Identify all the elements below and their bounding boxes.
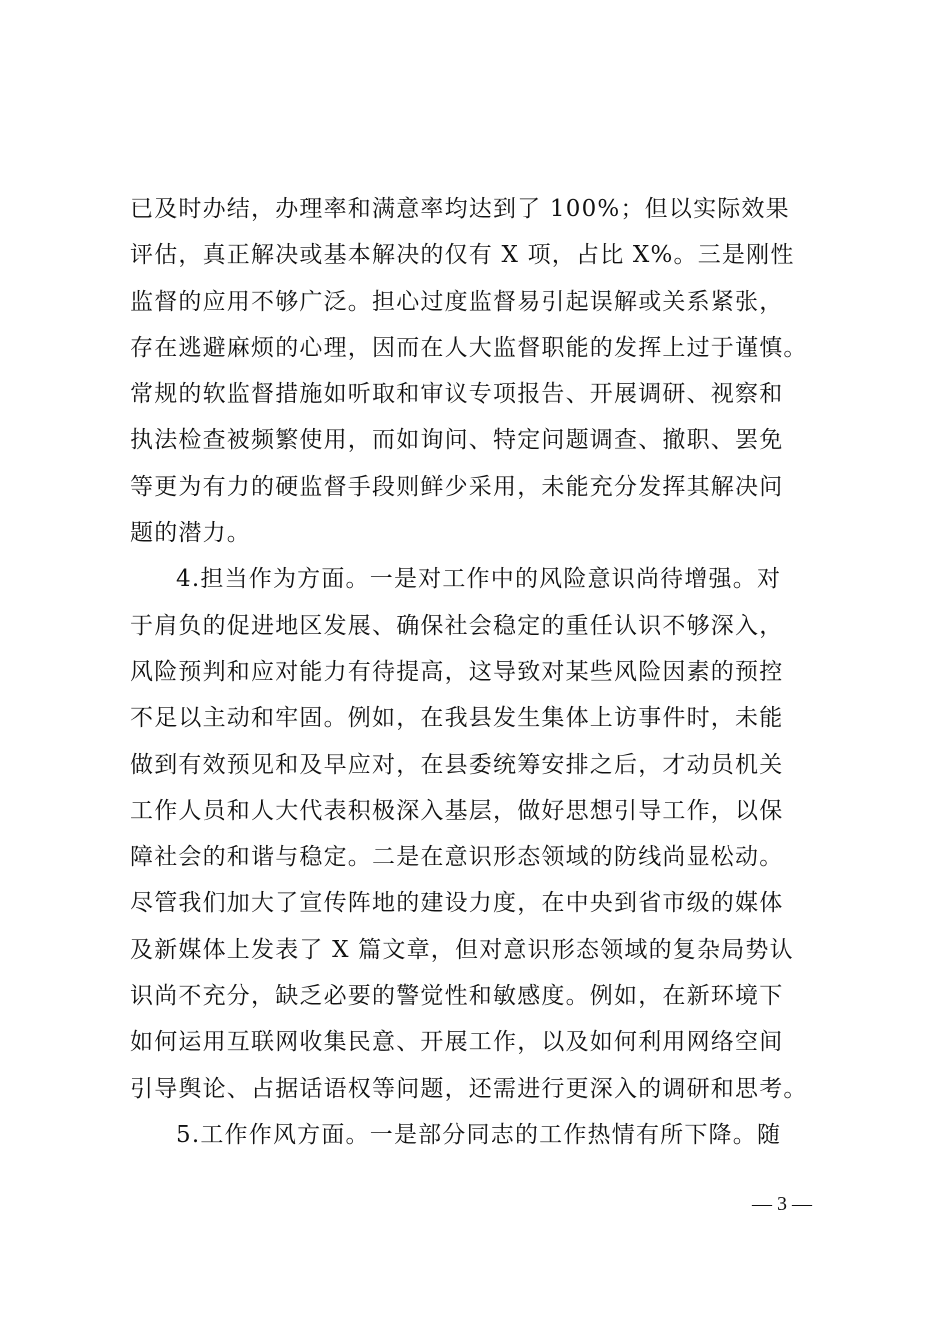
text-line: 尽管我们加大了宣传阵地的建设力度，在中央到省市级的媒体 — [130, 890, 784, 917]
text-line: 不足以主动和牢固。例如，在我县发生集体上访事件时，未能 — [130, 705, 784, 732]
text-line: 如何运用互联网收集民意、开展工作，以及如何利用网络空间 — [130, 1029, 784, 1056]
text-line: 工作人员和人大代表积极深入基层，做好思想引导工作，以保 — [130, 797, 784, 824]
page-number: — 3 — — [752, 1193, 812, 1215]
text-line: 及新媒体上发表了 X 篇文章，但对意识形态领域的复杂局势认 — [130, 936, 794, 963]
text-line: 风险预判和应对能力有待提高，这导致对某些风险因素的预控 — [130, 658, 784, 685]
paragraph-heading-line: 4.担当作为方面。一是对工作中的风险意识尚待增强。对 — [176, 566, 782, 593]
text-line: 识尚不充分，缺乏必要的警觉性和敏感度。例如，在新环境下 — [130, 983, 784, 1010]
text-line: 评估，真正解决或基本解决的仅有 X 项，占比 X%。三是刚性 — [130, 242, 795, 269]
text-line: 于肩负的促进地区发展、确保社会稳定的重任认识不够深入， — [130, 612, 784, 639]
text-line: 监督的应用不够广泛。担心过度监督易引起误解或关系紧张， — [130, 288, 784, 315]
text-line: 执法检查被频繁使用，而如询问、特定问题调查、撤职、罢免 — [130, 427, 784, 454]
text-line: 等更为有力的硬监督手段则鲜少采用，未能充分发挥其解决问 — [130, 473, 784, 500]
text-line: 引导舆论、占据话语权等问题，还需进行更深入的调研和思考。 — [130, 1075, 808, 1102]
paragraph-heading-line: 5.工作作风方面。一是部分同志的工作热情有所下降。随 — [176, 1121, 782, 1148]
document-body — [130, 186, 850, 1158]
text-line: 做到有效预见和及早应对，在县委统筹安排之后，才动员机关 — [130, 751, 784, 778]
text-line: 常规的软监督措施如听取和审议专项报告、开展调研、视察和 — [130, 381, 784, 408]
text-line: 已及时办结，办理率和满意率均达到了 100%；但以实际效果 — [130, 196, 790, 222]
text-line: 存在逃避麻烦的心理，因而在人大监督职能的发挥上过于谨慎。 — [130, 334, 808, 361]
text-line: 题的潜力。 — [130, 520, 251, 547]
text-line: 障社会的和谐与稳定。二是在意识形态领域的防线尚显松动。 — [130, 844, 784, 871]
